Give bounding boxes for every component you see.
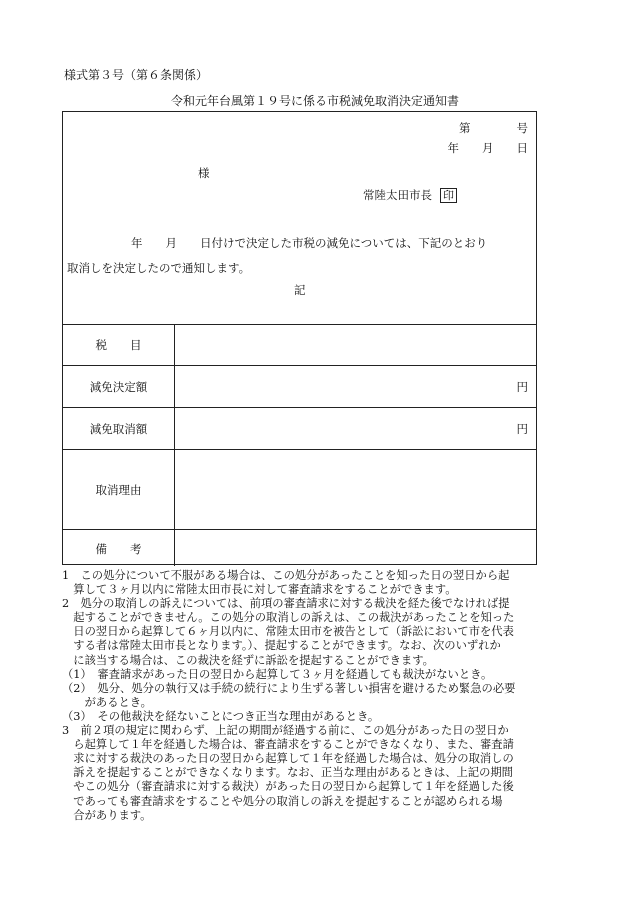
table-row-label-cancel-reason: 取消理由 (95, 483, 142, 497)
table-value-exemption-decided: 円 (516, 380, 528, 394)
note-line: があるとき。 (62, 695, 152, 709)
document-title: 令和元年台風第１９号に係る市税減免取消決定通知書 (170, 94, 459, 108)
form-label: 様式第３号（第６条関係） (64, 68, 209, 82)
note-line: に該当する場合は、この裁決を経ずに訴訟を提起することができます。 (62, 653, 434, 667)
note-line: （1） 審査請求があった日の翌日から起算して３ヶ月を経過しても裁決がないとき。 (62, 667, 493, 681)
note-line: 1 この処分について不服がある場合は、この処分があったことを知った日の翌日から起 (62, 569, 510, 582)
issuer-name: 常陸太田市長 (363, 188, 432, 202)
body-line-2: 取消しを決定したので通知します。 (67, 261, 251, 275)
table-row-label-exemption-decided: 減免決定額 (89, 380, 148, 394)
seal-mark: 印 (440, 188, 457, 203)
note-line: （3） その他裁決を経ないことにつき正当な理由があるとき。 (62, 709, 380, 723)
table-row-divider (63, 529, 536, 530)
note-line: 算して３ヶ月以内に常陸太田市長に対して審査請求をすることができます。 (62, 583, 457, 597)
note-line: であっても審査請求をすることや処分の取消しの訴えを提起することが認められる場 (62, 794, 503, 808)
note-line: やこの処分（審査請求に対する裁決）があった日の翌日から起算して１年を経過した後 (62, 780, 514, 794)
ki-heading: 記 (294, 283, 306, 297)
table-top-border (63, 324, 536, 325)
table-column-divider (174, 324, 175, 566)
note-line: する者は常陸太田市長となります。）、提起することができます。なお、次のいずれか (62, 639, 501, 653)
note-line: 求に対する裁決のあった日の翌日から起算して１年を経過した場合は、処分の取消しの (62, 752, 514, 766)
table-row-divider (63, 449, 536, 450)
table-value-exemption-cancelled: 円 (516, 422, 528, 436)
table-row-divider (63, 365, 536, 366)
issue-date-label: 年 月 日 (447, 141, 528, 155)
note-line: 合があります。 (62, 808, 152, 822)
issuer-block (363, 187, 457, 203)
note-line: 訴えを提起することができなくなります。なお、正当な理由があるときは、上記の期間 (62, 766, 513, 780)
note-line: （2） 処分、処分の執行又は手続の続行により生ずる著しい損害を避けるため緊急の必要 (62, 681, 516, 695)
note-line: 日の翌日から起算して６ヶ月以内に、常陸太田市を被告として（訴訟において市を代表 (62, 625, 514, 639)
note-line: 2 処分の取消しの訴えについては、前項の審査請求に対する裁決を経た後でなければ提 (62, 597, 510, 611)
note-line: 3 前２項の規定に関わらず、上記の期間が経過する前に、この処分があった日の翌日か (62, 724, 509, 738)
note-line: ら起算して１年を経過した場合は、審査請求をすることができなくなり、また、審査請 (62, 738, 514, 752)
document-number-label: 第 号 (459, 121, 528, 135)
addressee-suffix: 様 (198, 166, 210, 180)
table-row-label-tax-item: 税 目 (95, 338, 142, 352)
notes-section (62, 569, 582, 823)
table-row-label-remarks: 備 考 (95, 542, 142, 556)
table-row-label-exemption-cancelled: 減免取消額 (89, 422, 148, 436)
note-line: 起することができません。この処分の取消しの訴えは、この裁決があったことを知った (62, 611, 515, 625)
body-line-1: 年 月 日付けで決定した市税の減免については、下記のとおり (131, 236, 488, 250)
table-row-divider (63, 407, 536, 408)
notice-form-box (62, 111, 537, 565)
